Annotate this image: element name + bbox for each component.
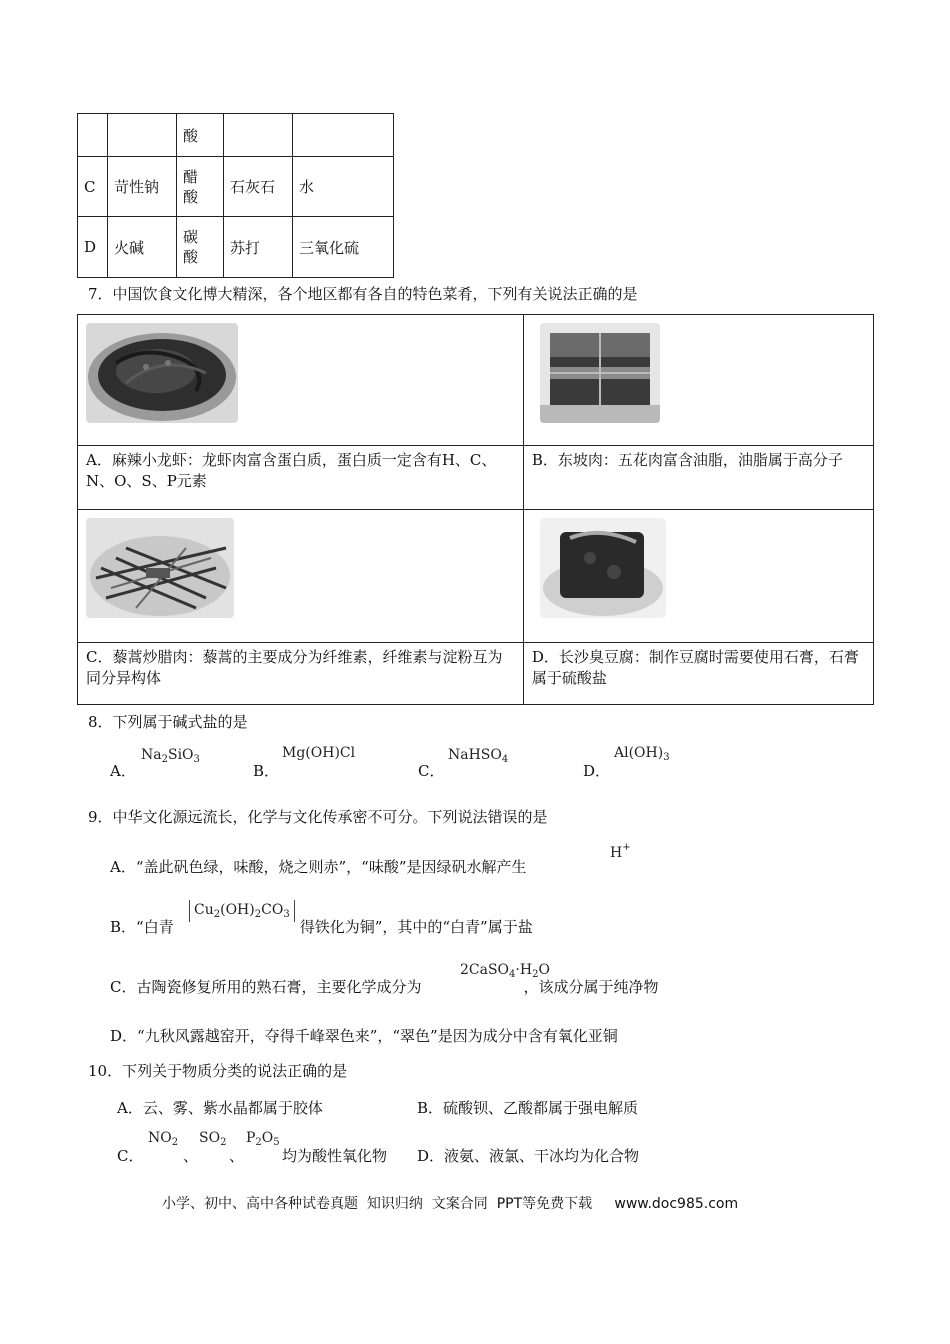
- q8-option-c-formula: NaHSO$_4$: [448, 747, 509, 765]
- q8-option-b-formula: Mg(OH)Cl: [282, 745, 356, 761]
- q10-option-c-formula-3: $P_2O_5$: [246, 1130, 280, 1148]
- q9-option-b: B．“白青 得铁化为铜”，其中的“白青”属于盐: [110, 918, 533, 936]
- q7-stem: 7．中国饮食文化博大精深，各个地区都有各自的特色菜肴，下列有关说法正确的是: [88, 285, 638, 303]
- q10-option-c-label: C．: [117, 1147, 144, 1165]
- page-footer: 小学、初中、高中各种试卷真题 知识归纳 文案合同 PPT等免费下载 www.doc985.com: [162, 1196, 739, 1212]
- q10-option-c-text: 均为酸性氧化物: [282, 1147, 388, 1165]
- table-cell: [293, 114, 394, 157]
- q9-option-c: C．古陶瓷修复所用的熟石膏，主要化学成分为 ，该成分属于纯净物: [110, 978, 659, 996]
- q10-option-a: A．云、雾、紫水晶都属于胶体: [117, 1099, 323, 1117]
- q10-option-b: B．硫酸钡、乙酸都属于强电解质: [417, 1099, 639, 1117]
- table-cell: [224, 114, 293, 157]
- q7-option-c: C．藜蒿炒腊肉：藜蒿的主要成分为纤维素，纤维素与淀粉互为同分异构体: [78, 643, 524, 705]
- stir-fried-artemisia-image: [86, 518, 234, 618]
- q7-image-cell-a: [78, 315, 524, 446]
- stinky-tofu-image: [540, 518, 666, 618]
- q8-option-c-label: C．: [418, 762, 445, 780]
- table-cell: 苏打: [224, 217, 293, 278]
- q7-image-cell-d: [523, 510, 873, 643]
- q10-option-c-formula-2: $SO_2$: [199, 1130, 227, 1148]
- table-cell: [78, 114, 108, 157]
- table-cell: 火碱: [108, 217, 177, 278]
- table-cell: 醋 酸: [177, 157, 224, 217]
- q9-option-a-ion: H+: [610, 842, 631, 861]
- table-cell: C: [78, 157, 108, 217]
- q9-option-a: A．“盖此矾色绿，味酸，烧之则赤”，“味酸”是因绿矾水解产生: [110, 858, 527, 876]
- q9-option-d: D．“九秋风露越窑开，夺得千峰翠色来”，“翠色”是因为成分中含有氧化亚铜: [110, 1027, 618, 1045]
- table-cell: [108, 114, 177, 157]
- q7-option-a: A．麻辣小龙虾：龙虾肉富含蛋白质，蛋白质一定含有H、C、N、O、S、P元素: [78, 446, 524, 510]
- q9-option-c-formula: $2CaSO_4\cdot H_2O$: [460, 962, 550, 980]
- q7-option-b: B．东坡肉：五花肉富含油脂，油脂属于高分子: [523, 446, 873, 510]
- q7-image-cell-c: [78, 510, 524, 643]
- table-cell: 酸: [177, 114, 224, 157]
- table-cell: 水: [293, 157, 394, 217]
- q8-option-a-label: A．: [110, 762, 136, 780]
- q10-option-c-formula-1: $NO_2$: [148, 1130, 179, 1148]
- table-cell: 石灰石: [224, 157, 293, 217]
- q10-option-d: D．液氨、液氯、干冰均为化合物: [417, 1147, 640, 1165]
- q7-image-cell-b: [523, 315, 873, 446]
- dongpo-pork-image: [540, 323, 660, 423]
- table-cell: 碳 酸: [177, 217, 224, 278]
- q7-options-table: [77, 314, 874, 705]
- q9-stem: 9．中华文化源远流长，化学与文化传承密不可分。下列说法错误的是: [88, 808, 548, 826]
- q8-option-b-label: B．: [253, 762, 280, 780]
- q10-option-c-sep-1: 、: [183, 1147, 199, 1165]
- q8-option-a-formula: $Na_2SiO_3$: [141, 747, 200, 765]
- table-cell: 苛性钠: [108, 157, 177, 217]
- q8-option-d-label: D．: [583, 762, 611, 780]
- q8-option-d-formula: $Al(OH)_3$: [614, 745, 670, 763]
- q10-option-c-sep-2: 、: [229, 1147, 245, 1165]
- q9-option-b-formula: $Cu_2(OH)_2CO_3$: [189, 900, 295, 922]
- q6-options-table: [77, 113, 394, 278]
- q8-stem: 8．下列属于碱式盐的是: [88, 713, 248, 731]
- table-cell: 三氧化硫: [293, 217, 394, 278]
- crayfish-dish-image: [86, 323, 238, 423]
- q7-option-d: D．长沙臭豆腐：制作豆腐时需要使用石膏，石膏属于硫酸盐: [523, 643, 873, 705]
- table-cell: D: [78, 217, 108, 278]
- q10-stem: 10．下列关于物质分类的说法正确的是: [88, 1062, 348, 1080]
